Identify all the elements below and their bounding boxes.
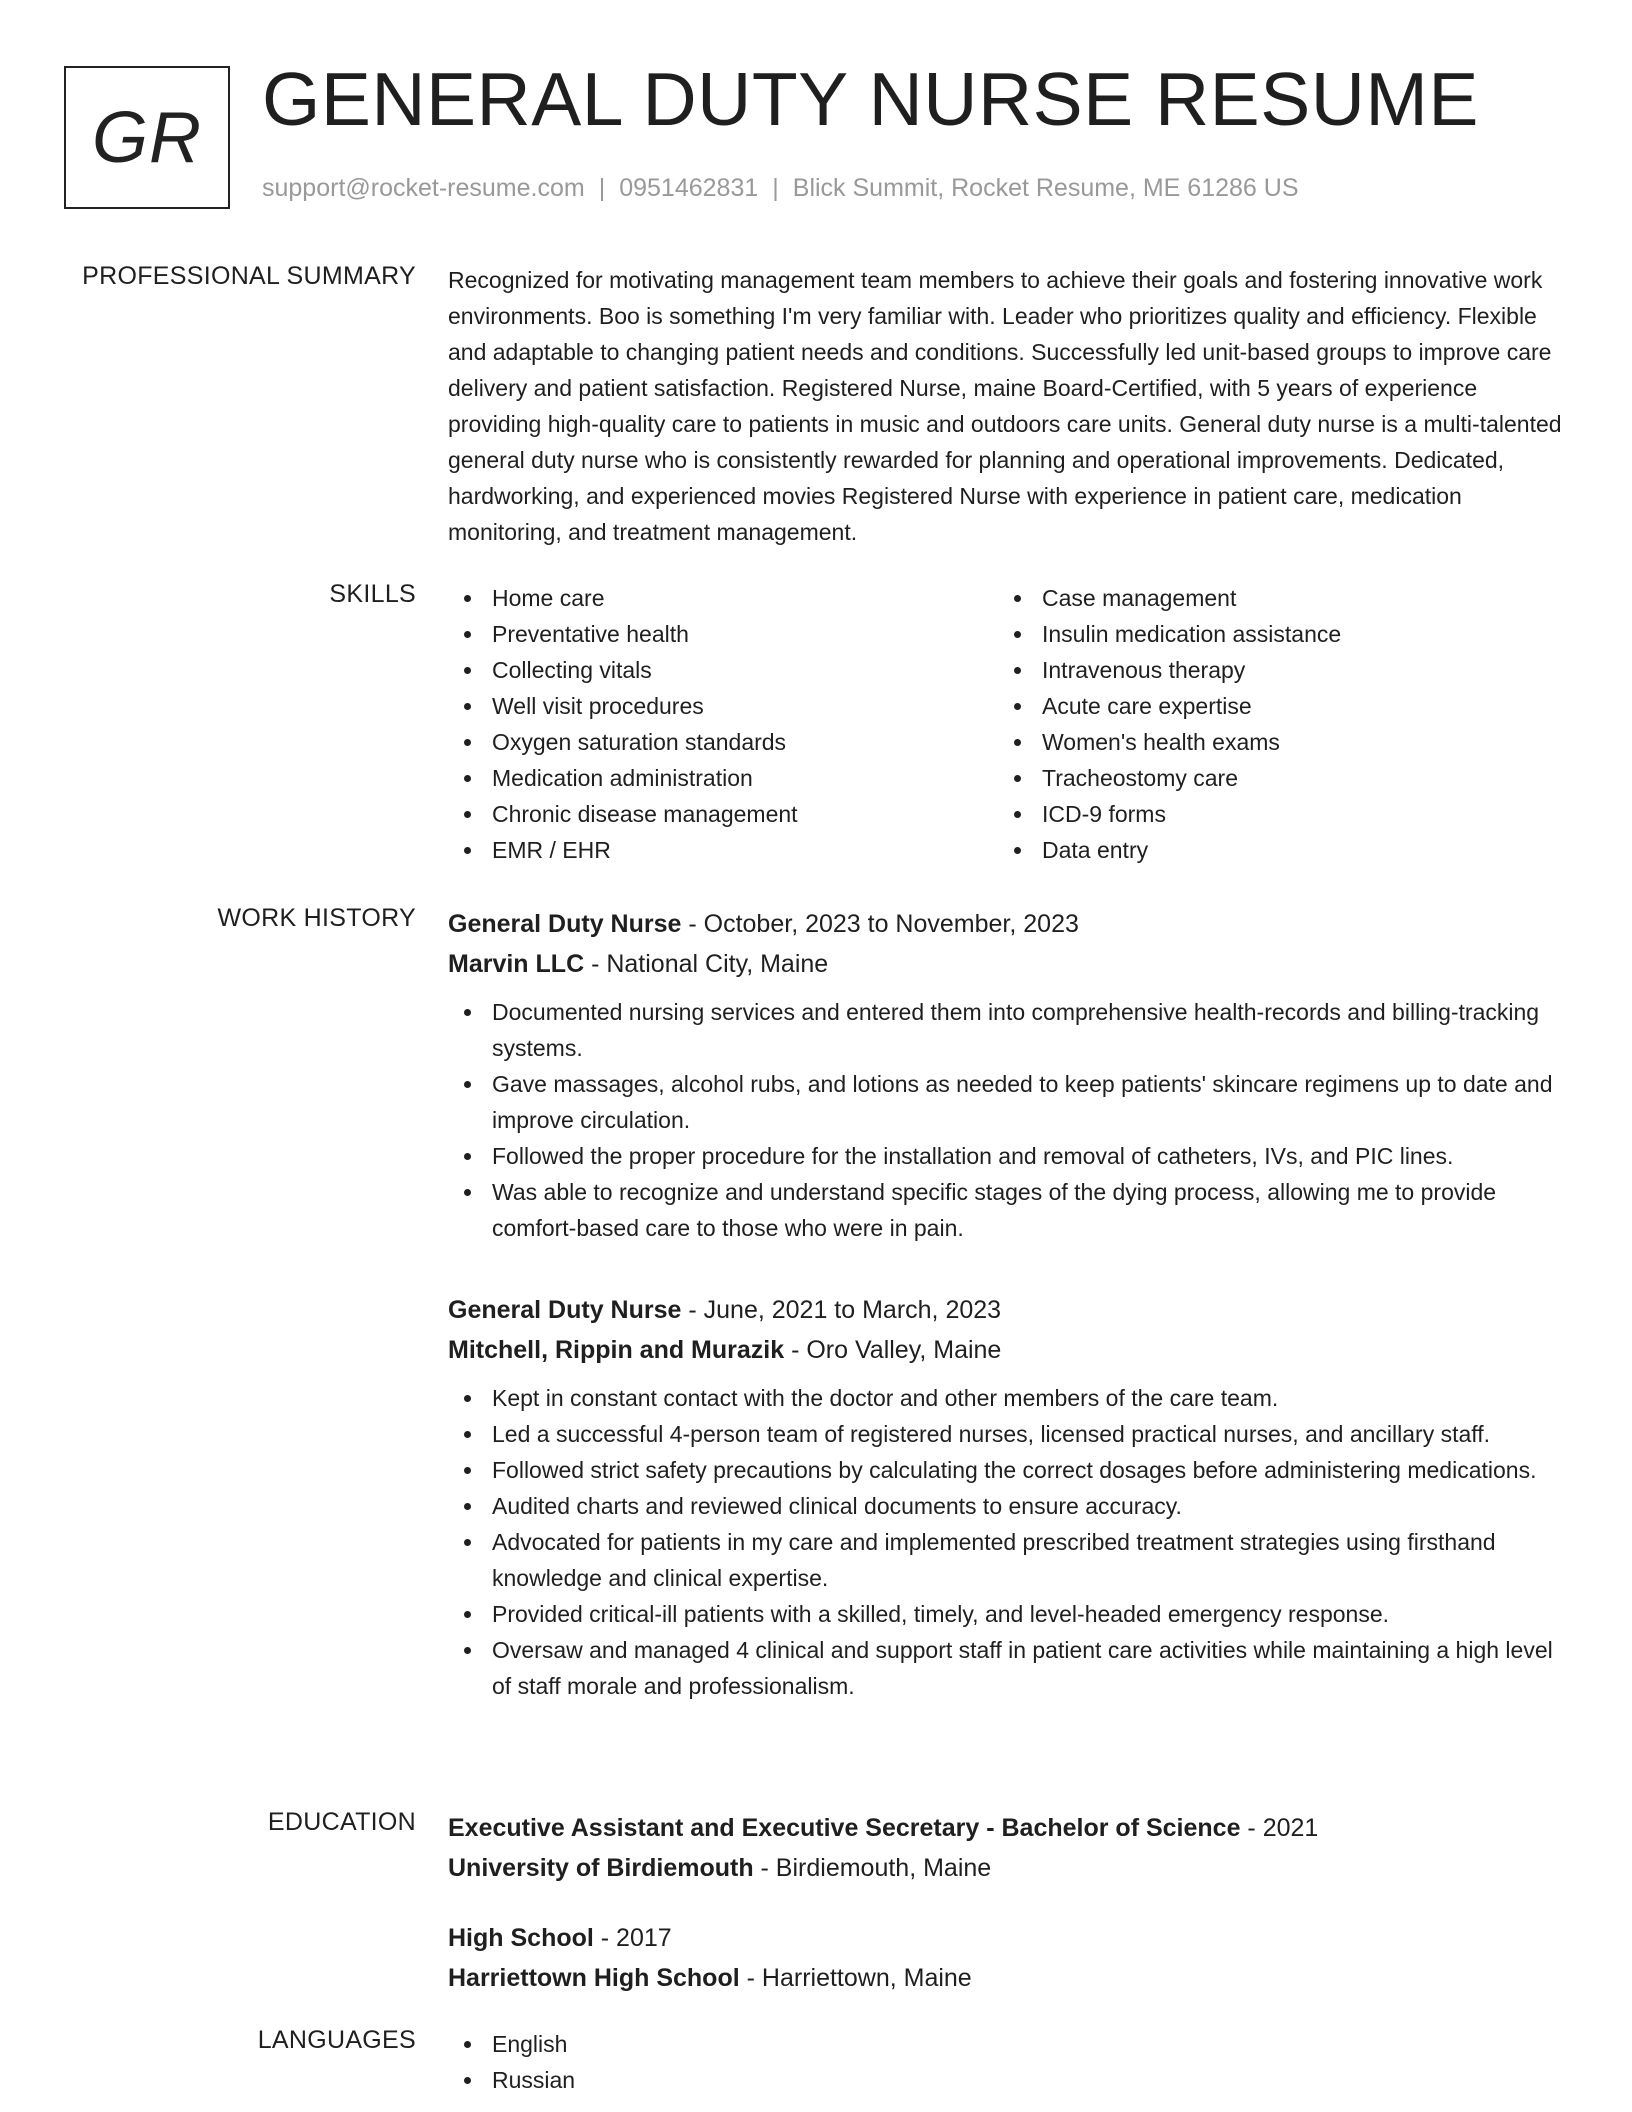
resume-title: GENERAL DUTY NURSE RESUME bbox=[262, 57, 1479, 141]
job-title: General Duty Nurse bbox=[448, 1296, 682, 1324]
summary-text: Recognized for motivating management team members to achieve their goals and fostering innovative work environments. Boo is something I'm very familiar with. Leader who prioritizes quality and efficiency. Flexible and adaptable to changing patient needs and conditions. Successfully led unit-based groups to improve care delivery and patient satisfaction. Registered Nurse, maine Board-Certified, with 5 years of experience providing high-quality care to patients in music and outdoors care units. General duty nurse is a multi-talented general duty nurse who is consistently rewarded for planning and operational improvements. Dedicated, hardworking, and experienced movies Registered Nurse with experience in patient care, medication monitoring, and treatment management. bbox=[448, 267, 1562, 545]
skill-item: Home care bbox=[448, 580, 998, 616]
skill-item: Acute care expertise bbox=[998, 688, 1548, 724]
education-degree-line bbox=[448, 1918, 1563, 1958]
education-degree: Executive Assistant and Executive Secretary - Bachelor of Science bbox=[448, 1814, 1241, 1842]
job-duty: Audited charts and reviewed clinical documents to ensure accuracy. bbox=[448, 1488, 1563, 1524]
contact-line bbox=[262, 174, 1299, 203]
education-school: University of Birdiemouth bbox=[448, 1854, 754, 1882]
education-entry bbox=[448, 1918, 1563, 1998]
education-school-line bbox=[448, 1848, 1563, 1888]
education-body bbox=[448, 1808, 1563, 1998]
job-entry bbox=[448, 1290, 1563, 1704]
skill-item: ICD-9 forms bbox=[998, 796, 1548, 832]
skill-item: Women's health exams bbox=[998, 724, 1548, 760]
language-item: Russian bbox=[448, 2062, 1563, 2098]
language-item: English bbox=[448, 2026, 1563, 2062]
job-title: General Duty Nurse bbox=[448, 910, 682, 938]
job-title-line bbox=[448, 1290, 1563, 1330]
skill-item: Well visit procedures bbox=[448, 688, 998, 724]
job-title-line bbox=[448, 904, 1563, 944]
education-location: - Harriettown, Maine bbox=[739, 1964, 972, 1992]
job-duty: Followed the proper procedure for the installation and removal of catheters, IVs, and PIC lines. bbox=[448, 1138, 1563, 1174]
skill-item: Chronic disease management bbox=[448, 796, 998, 832]
section-label-languages: LANGUAGES bbox=[257, 2026, 416, 2054]
job-company: Marvin LLC bbox=[448, 950, 585, 978]
work-history-body bbox=[448, 904, 1563, 1704]
skills-grid bbox=[448, 580, 1563, 868]
education-year: - 2017 bbox=[593, 1924, 672, 1952]
job-duty: Gave massages, alcohol rubs, and lotions as needed to keep patients' skincare regimens up to date and improve circulation. bbox=[448, 1066, 1563, 1138]
job-location: - National City, Maine bbox=[584, 950, 829, 978]
education-degree: High School bbox=[448, 1924, 594, 1952]
skill-item: Tracheostomy care bbox=[998, 760, 1548, 796]
skill-item: Medication administration bbox=[448, 760, 998, 796]
skill-item: Preventative health bbox=[448, 616, 998, 652]
job-duty: Led a successful 4-person team of registered nurses, licensed practical nurses, and ancillary staff. bbox=[448, 1416, 1563, 1452]
job-entry bbox=[448, 904, 1563, 1246]
languages-list bbox=[448, 2026, 1563, 2098]
languages-body bbox=[448, 2026, 1563, 2098]
job-duty: Followed strict safety precautions by calculating the correct dosages before administering medications. bbox=[448, 1452, 1563, 1488]
job-duty: Advocated for patients in my care and implemented prescribed treatment strategies using firsthand knowledge and clinical expertise. bbox=[448, 1524, 1563, 1596]
skill-item: Case management bbox=[998, 580, 1548, 616]
job-duty: Documented nursing services and entered them into comprehensive health-records and billing-tracking systems. bbox=[448, 994, 1563, 1066]
job-company-line bbox=[448, 944, 1563, 984]
job-duties bbox=[448, 994, 1563, 1246]
contact-separator: | bbox=[598, 174, 606, 202]
section-label-skills: SKILLS bbox=[329, 580, 416, 608]
monogram-initials: GR bbox=[64, 66, 230, 209]
skill-item: Insulin medication assistance bbox=[998, 616, 1548, 652]
education-school-line bbox=[448, 1958, 1563, 1998]
section-label-work: WORK HISTORY bbox=[217, 904, 416, 932]
skill-item: Data entry bbox=[998, 832, 1548, 868]
job-company-line bbox=[448, 1330, 1563, 1370]
job-location: - Oro Valley, Maine bbox=[784, 1336, 1002, 1364]
contact-address: Blick Summit, Rocket Resume, ME 61286 US bbox=[792, 174, 1299, 202]
job-company: Mitchell, Rippin and Murazik bbox=[448, 1336, 785, 1364]
contact-separator: | bbox=[772, 174, 779, 202]
section-label-education: EDUCATION bbox=[267, 1808, 416, 1836]
skills-column-right bbox=[998, 580, 1548, 868]
job-duty: Was able to recognize and understand specific stages of the dying process, allowing me to provide comfort-based care to those who were in pain. bbox=[448, 1174, 1563, 1246]
job-dates: - June, 2021 to March, 2023 bbox=[681, 1296, 1002, 1324]
education-school: Harriettown High School bbox=[448, 1964, 740, 1992]
education-location: - Birdiemouth, Maine bbox=[753, 1854, 992, 1882]
job-duty: Kept in constant contact with the doctor and other members of the care team. bbox=[448, 1380, 1563, 1416]
skill-item: Collecting vitals bbox=[448, 652, 998, 688]
contact-email: support@rocket-resume.com bbox=[262, 174, 585, 202]
skill-item: EMR / EHR bbox=[448, 832, 998, 868]
job-duties bbox=[448, 1380, 1563, 1704]
skill-item: Oxygen saturation standards bbox=[448, 724, 998, 760]
contact-phone: 0951462831 bbox=[619, 174, 759, 202]
education-year: - 2021 bbox=[1240, 1814, 1319, 1842]
education-degree-line bbox=[448, 1808, 1563, 1848]
skills-column-left bbox=[448, 580, 998, 868]
education-entry bbox=[448, 1808, 1563, 1888]
job-duty: Provided critical-ill patients with a skilled, timely, and level-headed emergency response. bbox=[448, 1596, 1563, 1632]
job-duty: Oversaw and managed 4 clinical and support staff in patient care activities while maintaining a high level of staff morale and professionalism. bbox=[448, 1632, 1563, 1704]
job-dates: - October, 2023 to November, 2023 bbox=[681, 910, 1079, 938]
section-label-summary: PROFESSIONAL SUMMARY bbox=[82, 262, 416, 290]
skill-item: Intravenous therapy bbox=[998, 652, 1548, 688]
